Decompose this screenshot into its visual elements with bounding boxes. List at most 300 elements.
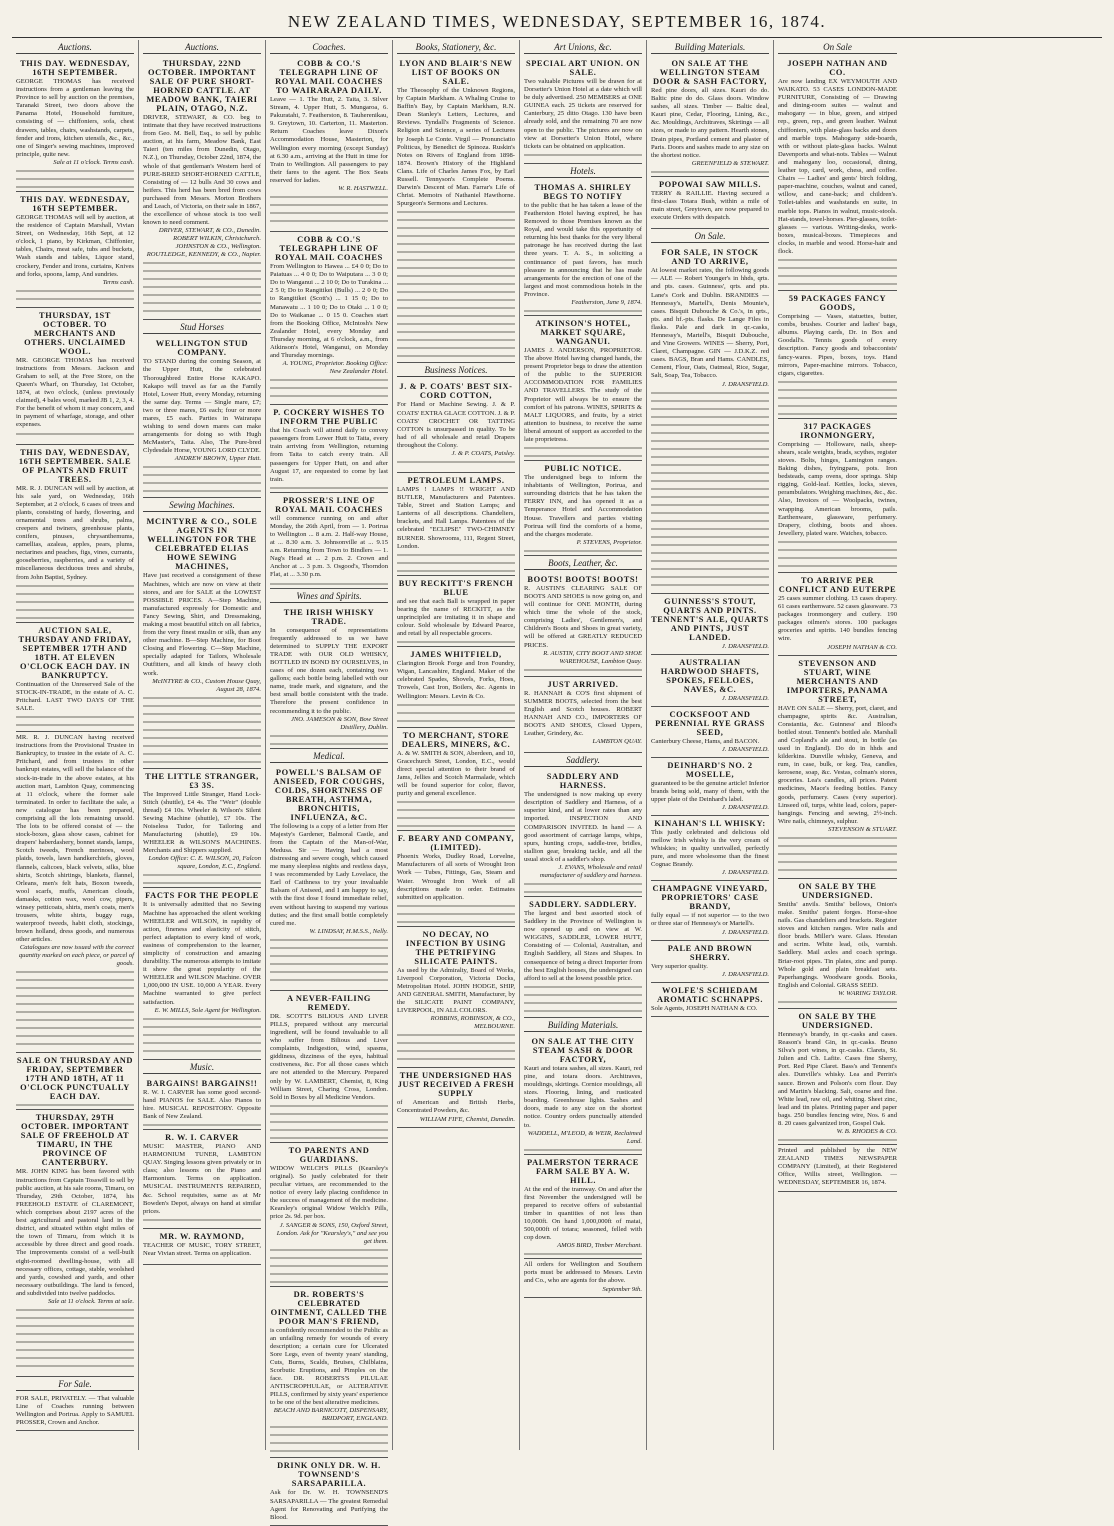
ad-body: Clarington Brook Forge and Iron Foundry, Wigan, Lancashire, England. Maker of the celebrated Spades, Shovels, Forks, Hoes, Trowels, Cast Iron, Boilers, &c. Agents in Wellington: Messrs. Levin & Co. <box>397 660 515 700</box>
advertisement <box>524 1259 642 1297</box>
ad-body: The Theosophy of the Unknown Regions, by Captain Markham. A Whaling Cruise to Baffin's Bay, by Captain Markham, R.N. Dean Stanley's Letters, Lectures, and Reviews. Tyndall's Fragments of Science. Religion and Science, a series of Lectures by Joseph Le Conte. Virgil — Pronunciatio Politicus, by Benedict de Spinoza. Ruskin's Notes on Rivers of England from 1898-1874. Brown's History of the Highland Clans. Life of Charles James Fox, by Earl Russell. Tennyson's Complete Poems. Darwin's Descent of Man. Farrar's Life of Christ. Memoirs of Nathaniel Hawthorne. Spurgeon's Sermons and Lectures. <box>397 87 515 208</box>
advertisement <box>270 1458 388 1525</box>
text-filler-lines <box>778 379 897 415</box>
ad-body: guaranteed to be the genuine article! Inferior brands being sold, many of them, with the upper plate of the Deinhard's label. <box>651 779 769 803</box>
advertisement <box>143 1076 261 1130</box>
advertisement <box>524 1155 642 1260</box>
advertisement <box>143 56 261 320</box>
ad-signature: R. AUSTIN, CITY BOOT AND SHOE WAREHOUSE, Lambton Quay. <box>543 649 642 665</box>
advertisement <box>397 1068 515 1127</box>
text-filler-lines <box>651 169 769 173</box>
text-filler-lines <box>270 194 388 228</box>
ad-signature: Terms cash. <box>102 278 134 286</box>
ad-signature: W. R. HASTWELL. <box>338 185 388 193</box>
ad-title: JAMES WHITFIELD, <box>410 650 502 660</box>
advertisement <box>524 180 642 316</box>
ad-signature: Sale at 11 o'clock. Terms cash. <box>53 158 134 166</box>
ad-body: MR. JOHN KING has been favored with instructions from Captain Tosswill to sell by public auction, at his sale rooms, Timaru, on Thursday, 29th October, 1874, his FREEHOLD ESTATE of CLAREMONT, which comprises about 2197 acres of the best agricultural and pastoral land in the district, and situated within eight miles of the town of Timaru, from which it is accessible by three direct and good roads. The improvements consist of a well-built eight-roomed dwelling-house, with all necessary offices, cottage, stable, woolshed and yards, cowshed and yards, and other necessary outbuildings. The land is fenced, and subdivided into twelve paddocks. <box>16 1168 134 1297</box>
text-filler-lines <box>524 984 642 1014</box>
text-filler-lines <box>524 548 642 552</box>
advertisement <box>778 879 897 1009</box>
ad-title: PROSSER'S LINE OF ROYAL MAIL COACHES <box>275 495 383 514</box>
advertisement <box>651 245 769 593</box>
ad-body: of American and British Herbs, Concentrated Powders, &c. <box>397 1099 515 1115</box>
ad-body: and see that each Ball is wrapped in paper bearing the name of RECKITT, as the unprincipled are imitating it in shape and colour. Sold wholesale by Edward Pearce, and retail by all respectable grocers. <box>397 597 515 638</box>
advertisement <box>397 647 515 727</box>
advertisement <box>270 493 388 589</box>
ad-title: TO PARENTS AND GUARDIANS. <box>288 1145 370 1164</box>
advertisement <box>778 1009 897 1145</box>
ad-title: GUINNESS'S STOUT, QUARTS AND PINTS. TENNENT'S ALE, QUARTS AND PINTS, JUST LANDED. <box>651 596 769 642</box>
ad-title: PUBLIC NOTICE. <box>544 464 622 474</box>
ad-title: POWELL'S BALSAM OF ANISEED, FOR COUGHS, COLDS, SHORTNESS OF BREATH, ASTHMA, BRONCHITIS, INFLUENZA, &C. <box>273 767 385 822</box>
ad-title: JOSEPH NATHAN AND CO. <box>787 59 888 77</box>
ad-body: It is universally admitted that no Sewing Machine has approached the silent working WHEELER and WILSON, in rapidity of action, fineness and elasticity of stitch, perfect adaptation to every kind of work, easiness of comprehension to the learner, simplicity of construction and amazing durability. The numerous attempts to imitate it show the great popularity of the WHEELER and WILSON Machine. OVER 1,000,000 IN USE. 10,000 A YEAR. Every Machine warranted to give perfect satisfaction. <box>143 901 261 1006</box>
ad-body: R. HANNAH & CO'S first shipment of SUMMER BOOTS, selected from the best English and Scotch houses. ROBERT HANNAH AND CO., IMPORTERS OF BOOTS AND SHOES, Closed Uppers, Leather, Grindery, &c. <box>524 689 642 738</box>
advertisement <box>651 816 769 881</box>
text-filler-lines <box>778 999 897 1005</box>
ad-title: THURSDAY, 22ND OCTOBER. IMPORTANT SALE OF PURE SHORT-HORNED CATTLE. AT MEADOW BANK, TAIERI PLAIN, OTAGO, N.Z. <box>146 59 258 113</box>
section-heading: For Sale. <box>16 1377 134 1391</box>
advertisement <box>651 655 769 707</box>
advertisement <box>397 576 515 647</box>
text-filler-lines <box>778 539 897 569</box>
ad-body: FOR SALE, PRIVATELY. — That valuable Line of Coaches running between Wellington and Porirua. Apply to SAMUEL PROSSER, Crown and Anchor. <box>16 1394 134 1427</box>
advertisement <box>524 461 642 556</box>
ad-signature: McINTYRE & CO., Custom House Quay, August 28, 1874. <box>152 677 261 693</box>
ad-title: KINAHAN'S LL WHISKY: <box>654 818 766 828</box>
newspaper-column <box>647 40 774 1450</box>
ad-body: Sole Agents, JOSEPH NATHAN & CO. <box>651 1004 758 1012</box>
advertisement <box>524 316 642 461</box>
ad-signature: J. EVANS, Wholesale and retail manufacturer of saddlery and harness. <box>539 864 642 879</box>
ad-title: 317 PACKAGES IRONMONGERY, <box>800 421 875 440</box>
ad-body: will commence running on and after Monday, the 26th April, from — 1. Porirua to Wellington ... 8 a.m. 2. Half-way House, at ... 8.30 a.m. 3. Johnsonville at ... 9.15 a.m. Returning from Town to Bindlers — 1. Nag's Head at ... 2 p.m. 2. Crown and Anchor at ... 3 p.m. 3. Osgood's, Thorndon Flat, at ... 3.30 p.m. <box>270 514 388 579</box>
advertisement <box>778 56 897 291</box>
text-filler-lines <box>397 799 515 827</box>
ad-signature: W. LINDSAY, H.M.S.S., Nelly. <box>309 927 388 935</box>
ad-title: P. COCKERY WISHES TO INFORM THE PUBLIC <box>273 408 385 427</box>
ad-signature: J. DRANSFIELD. <box>721 869 769 877</box>
ad-title: THE IRISH WHISKY TRADE. <box>283 607 375 626</box>
text-filler-lines <box>16 714 134 728</box>
text-filler-lines <box>397 702 515 724</box>
ad-body: WIDOW WELCH'S PILLS (Kearsley's original). So justly celebrated for their peculiar virtues, are recommended to the notice of every lady placing confidence in the success of management of the medicine. Kearsley's original Widow Welch's Pills, price 2s. 9d. per box. <box>270 1164 388 1221</box>
text-filler-lines <box>16 969 134 1049</box>
ad-title: SADDLERY. SADDLERY. <box>529 900 637 909</box>
ad-title: STEVENSON AND STUART, WINE MERCHANTS AND IMPORTERS, PANAMA STREET, <box>786 658 889 704</box>
text-filler-lines <box>270 1103 388 1139</box>
ad-title: COCKSFOOT AND PERENNIAL RYE GRASS SEED, <box>655 709 765 737</box>
ad-body: fully equal — if not superior — to the two or three star of Hennessy's or Martell's. <box>651 912 769 928</box>
ad-body: Hennessy's brandy, in qr.-casks and cases. Reason's brand Gin, in qr.-casks. Bruno Silva's port wines, in qr.-casks. Clarets, St. Julien and Ch. Lafite. Cases fine Sherry, Port. Red Pipe Claret. Bass's and Tennent's ales. Dunville's whisky. Lea and Perrin's sauce. Brown and Polson's corn flour. Day and Martin's blacking. Salt, coarse and fine. White lead, raw oil, and whiting. Sheet zinc, lead and tin plates. Printing paper and paper bags. 250 bundles fencing wire, Nos. 6 and 8. 20 cases galvanized iron, Gospel Oak. <box>778 1030 897 1127</box>
section-heading: Saddlery. <box>524 753 642 767</box>
ad-body: Phoenix Works, Dudley Road, Lorvelne, Manufacturers of all sorts of Wrought Iron Work — Tubes, Fittings, Gas, Steam and Water. Wrought Iron Work of all descriptions made to order. Estimates submitted on application. <box>397 853 515 901</box>
text-filler-lines <box>270 581 388 585</box>
ad-body: Have just received a consignment of these Machines, which are now on view at their stores, and are for SALE at the LOWEST POSSIBLE PRICES. A—Step Machine, manufactured expressly for Domestic and Fancy Sewing, Shirt, and Dressmaking, making a most beautiful stitch on all fabrics, from the very finest muslin or silk, than any other machine. B—Step Machine, for Boot Closing and Flowering. C—Step Machine, specially adapted for Tailors, Wholesale Outfitters, and all kinds of heavy cloth work. <box>143 572 261 677</box>
text-filler-lines <box>524 667 642 673</box>
advertisement <box>270 405 388 493</box>
ad-signature: W. B. RHODES & CO. <box>836 1128 897 1136</box>
ad-body: This justly celebrated and delicious old mellow Irish whisky is the very cream of Whiskies; in quality unrivalled, perfectly pure, and more wholesome than the finest Cognac Brandy. <box>651 828 769 869</box>
ad-body: Kauri and totara sashes, all sizes. Kauri, red pine, and totara doors. Architraves, mouldings, skirtings. Cornice mouldings, all sizes. Flooring, lining, and rusticated boarding. Greenhouse lights. Sashes and doors, made to any size on the shortest notice. Country orders punctually attended to. <box>524 1064 642 1129</box>
text-filler-lines <box>778 835 897 875</box>
text-filler-lines <box>524 1251 642 1255</box>
advertisement <box>397 56 515 363</box>
ad-body: At lowest market rates, the following goods — ALE — Robert Younger's in hhds, qrts. and pts. cases. Guinness', qrts. and pts. Lane's Cork and Dublin. BRANDIES — Hennessy's, Martell's, Denis Mounie's, cases. Bisquit Dubouche & Co.'s, in qrts., pts. and hf.-pts. flasks. De Lange Files in flasks. Pale and dark in qr.-casks, Hennessy's, Martell's, Bisquit Dubouche, and Vine Growers. WINES — Sherry, Port, Claret, Champagne. GIN — J.D.K.Z. red cases. BAGS, Bran and Hams. CANDLES, Cement, Flour, Oats, Oatmeal, Rice, Sugar, Salt, Soap, Tea, Tobacco. <box>651 267 769 380</box>
text-filler-lines <box>397 639 515 643</box>
ad-signature: DRIVER, STEWART, & CO., Dunedin. ROBERT WILKIN, Christchurch. JOHNSTON & CO., Wellington. ROUTLEDGE, KENNEDY, & CO., Napier. <box>146 227 261 259</box>
ad-signature: J. DRANSFIELD. <box>721 380 769 388</box>
ad-title: BUY RECKITT'S FRENCH BLUE <box>398 578 514 597</box>
advertisement <box>397 473 515 576</box>
text-filler-lines <box>270 1247 388 1283</box>
ad-body: Two valuable Pictures will be drawn for at Dorsetter's Union Hotel at a date which will be duly advertised. 250 MEMBERS at ONE GUINEA each. 25 tickets are reserved for Canterbury, 25 ditto Otago. 130 have been already sold, and the remaining 70 are now open to the public. The pictures are now on view at Dorsetter's Union Hotel, where tickets can be obtained on application. <box>524 78 642 150</box>
ad-title: DRINK ONLY DR. W. H. TOWNSEND'S SARSAPARILLA. <box>277 1461 381 1489</box>
advertisement <box>778 291 897 419</box>
text-filler-lines <box>16 288 134 304</box>
ad-title: POPOWAI SAW MILLS. <box>658 179 762 189</box>
ad-signature: WILLIAM FIFE, Chemist, Dunedin. <box>419 1115 515 1123</box>
ad-body: Smiths' anvils. Smiths' bellows, Onion's make. Smiths' patent forges. Horse-shoe nails. Gas chandeliers and brackets. Register stoves and kitchen ranges. Wire nails and floor brads. Miller's ware. Glass. Hessian and scrim. White lead, oils, varnish. Saddlery. Mail axles and coach springs. Briar-root pipes. Tin plates, zinc and pump. Whole gold and plain breakfast sets. Paperhangings. Woodware goods. Books, English and Colonial. GRASS SEED. <box>778 900 897 989</box>
ad-title: THIS DAY. WEDNESDAY, 16TH SEPTEMBER. <box>20 194 130 213</box>
ad-signature: J. SANGER & SONS, 150, Oxford Street, London. Ask for "Kearsley's," and see you get them. <box>276 1221 388 1245</box>
advertisement <box>16 1393 134 1431</box>
advertisement <box>651 941 769 983</box>
ad-body: MR. R. J. DUNCAN having received instructions from the Provisional Trustee in Bankruptcy, to trustee in the estate of A. C. Pritchard, and from trustees in other bankrupt estates, will sell the balance of the stock-in-trade in the above estates, at his auction mart, Lambton Quay, commencing at 11 o'clock, where the former sale terminated. In order to facilitate the sale, a new catalogue has been prepared, comprising all the lots remaining unsold. The lots to be offered consist of — the stock-boxes, glass show cases, cabinet for drapers' haberdashery, bonnet stands, lamps, Scotch tweeds, French merinoes, wool plaids, towels, lawn handkerchiefs, gloves, flannels, calicoes, black velvets, silks, blue shirts, Scotch shirtings, blankets, flannel, Orleans, men's felt hats, Boxon tweeds, wool scarfs, muffs, American clouds, damasks, cotton wax, wool cow, pipers, winsey petticoats, shirts, men's coats, men's trousers, white shirts, buggy rugs, waterproof tweeds, habit cloth, stockings, brown holland, dress goods, and numerous other articles. <box>16 734 134 944</box>
text-filler-lines <box>524 445 642 457</box>
newspaper-column <box>266 40 393 1521</box>
advertisement <box>397 927 515 1069</box>
printer-imprint <box>778 1145 897 1191</box>
ad-signature: LAMBTON QUAY. <box>592 738 642 746</box>
text-filler-lines <box>524 152 642 160</box>
text-filler-lines <box>397 209 515 359</box>
ad-title: THE UNDERSIGNED HAS JUST RECEIVED A FRESH SUPPLY <box>397 1071 515 1099</box>
text-filler-lines <box>778 257 897 287</box>
ad-title: CHAMPAGNE VINEYARD, PROPRIETORS' CASE BRANDY, <box>652 884 768 912</box>
text-filler-lines <box>397 903 515 923</box>
ad-title: FACTS FOR THE PEOPLE <box>145 891 259 901</box>
advertisement <box>16 308 134 445</box>
ad-body: From Wellington to Hawea ... £4 0 0; Do to Paiatuas ... 4 0 0; Do to Waiputara ... 3 0 0; Do to Wanganui ... 2 10 0; Do to Turakina ... 2 5 0; Do to Rangitikei (Bulls) ... 2 0 0; Do to Rangitikei (Scott's) ... 1 15 0; Do to Manawatu ... 1 10 0; Do to Otaki ... 1 0 0; Do to Waikanae ... 0 15 0. Coaches start from the Booking Office, McIntosh's New Zealander Hotel, every Monday and Thursday morning, at 6 o'clock, a.m., from Atkinson's Hotel, Wanganui, on Monday and Thursday mornings. <box>270 263 388 360</box>
ad-body: TEACHER OF MUSIC, TORY STREET, Near Vivian street. Terms on application. <box>143 1241 261 1257</box>
section-heading: Medical. <box>270 749 388 763</box>
newspaper-column <box>520 40 647 1450</box>
advertisement <box>397 728 515 832</box>
advertisement <box>270 605 388 749</box>
ad-signature: Featherston, June 9, 1874. <box>571 298 642 306</box>
ad-body: Ask for Dr. W. H. TOWNSEND'S SARSAPARILLA — The greatest Remedial Agent for Renovating and Purifying the Blood. <box>270 1489 388 1521</box>
ad-signature: A. YOUNG, Proprietor. Booking Office: New Zealander Hotel. <box>282 360 388 376</box>
section-heading: On Sale. <box>651 229 769 243</box>
ad-body: R. W. I. CARVER has some good second-hand PIANOS for SALE. Also Pianos to hire. MUSICAL REPOSITORY. Opposite Bank of New Zealand. <box>143 1088 261 1120</box>
advertisement <box>270 765 388 991</box>
ad-title: THURSDAY, 29TH OCTOBER. IMPORTANT SALE OF FREEHOLD AT TIMARU, IN THE PROVINCE OF CANTERBURY. <box>20 1113 130 1168</box>
ad-body: The largest and best assorted stock of Saddlery in the Province of Wellington is now opened up and on view at W. WIGGINS, SADDLER, LOWER HUTT, Consisting of — Colonial, Australian, and English Saddlery, all Sizes and Shapes. In consequence of being a direct Importer from the best English houses, the undersigned can afford to sell at the lowest possible price. <box>524 910 642 982</box>
ad-body: GEORGE THOMAS has received instructions from a gentleman leaving the Province to sell by auction on the premises, Taranaki Street, two doors above the Panama Hotel, Household furniture, consisting of — chiffoniers, sofa, chest drawers, tables, chairs, washstands, carpets, fender and irons, kitchen utensils, &c., &c., one of Singer's sewing machines, improved principle, quite new. <box>16 78 134 158</box>
ad-body: A. & W. SMITH & SON, Aberdeen, and 10, Gracechurch Street, London, E.C., would direct special attention to their brand of Jams, Jellies and Scotch Marmalade, which will be found superior for color, flavor, purity and general excellence. <box>397 749 515 798</box>
ad-title: TO MERCHANT, STORE DEALERS, MINERS, &C. <box>401 730 511 749</box>
ad-body: Red pine doors, all sizes. Kauri do do. Baltic pine do do. Glass doors. Window sashes, all sizes. Timber — Baltic deal, Kauri pine, Cedar, Flooring, Lining, &c., &c. Mouldings, Architraves, Skirtings — all sizes, or made to any pattern. Hearth stones, Drain pipes, Portland cement and plaster of Paris. Doors and sashes made to any size on the shortest notice. <box>651 87 769 159</box>
text-filler-lines <box>143 464 261 494</box>
ad-title: THIS DAY. WEDNESDAY, 16TH SEPTEMBER. <box>20 59 130 77</box>
text-filler-lines <box>16 431 134 441</box>
advertisement <box>651 983 769 1017</box>
advertisement <box>143 1130 261 1229</box>
text-filler-lines <box>143 872 261 884</box>
text-filler-lines <box>651 223 769 225</box>
column-heading: Building Materials. <box>651 40 769 54</box>
advertisement <box>16 623 134 732</box>
ad-signature: London Office: C. E. WILSON, 20, Falcon square, London, E.C., England. <box>148 855 261 871</box>
ad-body: MR. GEORGE THOMAS has received instructions from Messrs. Jackson and Graham to sell, at the Free Store, on the Queen's Wharf, on Thursday, 1st October, 1874, at two o'clock, (unless previously claimed), 4 bales wool, marked JB 1, 2, 3, 4. For the benefit of whom it may concern, and in payment of wharfage, storage, and other expenses. <box>16 356 134 429</box>
ad-signature: J. DRANSFIELD. <box>721 970 769 978</box>
ad-title: MCINTYRE & CO., SOLE AGENTS IN WELLINGTON FOR THE CELEBRATED ELIAS HOWE SEWING MACHINES, <box>146 517 258 572</box>
ad-signature: J. DRANSFIELD. <box>721 803 769 811</box>
ad-title: THIS DAY, WEDNESDAY, 16TH SEPTEMBER. SALE OF PLANTS AND FRUIT TREES. <box>18 447 132 484</box>
advertisement <box>143 514 261 768</box>
text-filler-lines <box>143 695 261 765</box>
text-filler-lines <box>143 1259 261 1261</box>
ad-title: THE LITTLE STRANGER, £3 3S. <box>145 771 259 790</box>
ad-signature: J. DRANSFIELD. <box>721 928 769 936</box>
section-heading: Sewing Machines. <box>143 498 261 512</box>
advertisement <box>16 56 134 192</box>
section-heading: Wines and Spirits. <box>270 589 388 603</box>
ad-title: A NEVER-FAILING REMEDY. <box>287 993 371 1012</box>
section-heading: Stud Horses <box>143 320 261 334</box>
ad-body: LAMPS ! LAMPS !! WRIGHT AND BUTLER, Manufacturers and Patentees. Table, Street and Station Lamps; and Lanterns of all descriptions. Chandeliers, brackets, and Hall Lamps. Patentees of the celebrated "ECLIPSE" TWO-CHIMNEY BURNER. Showrooms, 111, Regent Street, London. <box>397 485 515 550</box>
ad-signature: STEVENSON & STUART. <box>828 825 897 833</box>
ad-signature: Catalogues are now issued with the correct quantity marked on each piece, or parcel of goods. <box>18 944 134 968</box>
ad-title: PALE AND BROWN SHERRY. <box>667 943 753 962</box>
ad-title: J. & P. COATS' BEST SIX-CORD COTTON, <box>399 382 513 401</box>
ad-title: COBB & CO.'S TELEGRAPH LINE OF ROYAL MAIL COACHES TO WAIRARAPA DAILY. <box>275 59 383 95</box>
ad-title: SPECIAL ART UNION. ON SALE. <box>525 59 641 77</box>
advertisement <box>778 656 897 879</box>
text-filler-lines <box>270 937 388 987</box>
advertisement <box>651 881 769 940</box>
advertisement <box>16 1110 134 1377</box>
newspaper-column <box>774 40 901 1450</box>
ad-body: to the public that he has taken a lease of the Featherston Hotel having expired, he has Removed to those Premises known as the Royal, and would take this opportunity of returning his best thanks for the very liberal patronage he has received during the last three years. T. A. S., in soliciting a continuance of past favors, has much pleasure in announcing that he has made arrangements for the erection of one of the largest and most commodious hotels in the Province. <box>524 201 642 298</box>
ad-signature: P. STEVENS, Proprietor. <box>576 538 642 546</box>
text-filler-lines <box>143 1122 261 1126</box>
ad-signature: J. DRANSFIELD. <box>721 694 769 702</box>
ad-title: NO DECAY, NO INFECTION BY USING THE PETRIFYING SILICATE PAINTS. <box>405 929 507 966</box>
ad-body: The undersigned begs to inform the inhabitants of Wellington, Porirua, and surrounding districts that he has taken the FERRY INN, and has opened it as a Temperance Hotel and Accommodation House. Travellers and parties visiting Porirua will find the comforts of a home, and the charges moderate. <box>524 474 642 538</box>
ad-signature: September 9th. <box>602 1285 642 1293</box>
text-filler-lines <box>524 881 642 893</box>
ad-signature: Sale at 11 o'clock. Terms at sale. <box>47 1297 134 1305</box>
imprint-text: Printed and published by the NEW ZEALAND TIMES NEWSPAPER COMPANY (Limited), at their Registered Office, Willis street, Wellington. — WEDNESDAY, SEPTEMBER 16, 1874. <box>778 1147 897 1187</box>
advertisement <box>270 1287 388 1459</box>
advertisement <box>143 888 261 1059</box>
ad-body: 25 cases summer clothing. 13 cases drapery. 61 cases earthenware. 52 cases glassware. 73 packages ironmongery and cutlery. 190 packages oilmen's stores. 100 packages groceries and spirits. 140 bundles fencing wire. <box>778 594 898 643</box>
advertisement <box>270 232 388 405</box>
column-area <box>12 40 1102 1521</box>
advertisement <box>397 379 515 473</box>
section-heading: Boots, Leather, &c. <box>524 556 642 570</box>
ad-signature: JOSEPH NATHAN & CO. <box>827 643 897 651</box>
ad-body: The undersigned is now making up every description of Saddlery and Harness, of a superior kind, and at lower rates than any imported. INSPECTION AND COMPARISON INVITED. In hand — A good assortment of carriage lamps, whips, spurs, hunting crops, saddle-tree, bridles, stallion gear, breaking tackle, and all the usual stock of a saddler's shop. <box>524 791 642 863</box>
ad-title: PALMERSTON TERRACE FARM SALE BY A. W. HILL. <box>526 1157 639 1185</box>
ad-body: Comprising — Holloware, nails, sheep-shears, scale weights, brads, scythes, register stoves. Bolts, hinges, Lamington ranges. Baking dishes, fryingpans, pots. Iron bedsteads, camp ovens, door springs. Ship rigging, Gold-leaf. Kettles, locks, sieves, perambulators. Weighing machines, &c., &c. Also, Invoices of — Woolpacks, twines, wrapping. American brooms, pails. Earthenware, glassware, perfumery. Drapery, clothing, boots and shoes. Jewellery, plated ware. Watches, tobacco. <box>778 440 897 537</box>
advertisement <box>651 594 769 655</box>
ad-signature: J. & P. COATS, Paisley. <box>451 449 515 457</box>
advertisement <box>143 336 261 498</box>
section-heading: Hotels. <box>524 164 642 178</box>
column-heading: Books, Stationery, &c. <box>397 40 515 54</box>
text-filler-lines <box>397 1032 515 1064</box>
ad-body: is confidently recommended to the Public as an unfailing remedy for wounds of every description; a certain cure for Ulcerated Sore Legs, even of twenty years' standing, Cuts, Burns, Scalds, Bruises, Chilblains, Scorbutic Eruptions, and Pimples on the face. DR. ROBERTS'S PILULAE ANTISCROPHULAE, or ALTERATIVE PILLS, confirmed by sixty years' experience to be one of the best alterative medicines. <box>270 1326 388 1407</box>
ad-body: that his Coach will attend daily to convey passengers from Lower Hutt to Taita, every train arriving from Wellington, returning from Taita to catch every train. All passengers for Upper Hutt, on and after August 17, are requested to come by last train. <box>270 427 388 483</box>
advertisement <box>270 56 388 232</box>
ad-body: For Hand or Machine Sewing. J. & P. COATS' EXTRA GLACE COTTON. J. & P. COATS' CROCHET OR TATTING COTTON is unsurpassed in quality. To be had of all wholesale and retail Drapers throughout the Colony. <box>397 401 515 449</box>
ad-signature: WADDELL, M'LEOD, & WEIR, Reclaimed Land. <box>527 1129 642 1145</box>
advertisement <box>524 897 642 1018</box>
ad-body: GEORGE THOMAS will sell by auction, at the residence of Captain Marshall, Vivian Street, on Wednesday, 16th Sept, at 12 o'clock, 1 piano, by Kirkman, Chiffonier, tables, Chairs, meat safe, tubs and buckets, Wash stands and tables, Liquor stand, crockery, Fender and irons, curtains, Knives and forks, spoons, lamp, And sundries. <box>16 213 134 278</box>
ad-body: The Improved Little Stranger, Hand Lock-Stitch (shuttle), £4 4s. The "Weir" (double thread) £4 10s. Wheeler & Wilson's Silent Sewing Machine (shuttle), £7 10s. The Noiseless Tudor, for Tailoring and Manufacturing (shuttle), £9 10s. WHEELER & WILSON'S MACHINES. Merchants and Shippers supplied. <box>143 790 261 855</box>
text-filler-lines <box>524 308 642 312</box>
ad-body: All orders for Wellington and Southern ports must be addressed to Messrs. Levin and Co., who are agents for the above. <box>524 1261 642 1285</box>
ad-body: HAVE ON SALE — Sherry, port, claret, and champagne, spirits &c. Australian, Constantia, &c. Guinness' and Blood's bottled stout. Tennent's bottled ale. Marshall and Copland's ale and stout, in bottle (as used in England). Do do in hhds and kilderkins. Dunville whisky, Geneva, and rum, in case, bulk, or keg. Tea, candles, kerosene, soap, &c. Vestas, colman's stores, groceries. Lea's candles, all prices. Patent medicines, Mace's feeding bottles. Fancy goods, perfumery. Cases (very superior). Linseed oil, turps, white lead, colors, paper-hangings. Fencing and sewing, 2½-inch. Wire nails, chimneys, sulphur. <box>778 704 897 825</box>
advertisement <box>524 677 642 754</box>
text-filler-lines <box>16 168 134 188</box>
text-filler-lines <box>143 1016 261 1056</box>
newspaper-column <box>12 40 139 1450</box>
ad-title: PETROLEUM LAMPS. <box>407 475 505 485</box>
advertisement <box>651 707 769 758</box>
ad-title: DEINHARD'S NO. 2 MOSELLE, <box>667 760 753 779</box>
advertisement <box>524 1034 642 1155</box>
ad-body: JAMES J. ANDERSON, PROPRIETOR. The above Hotel having changed hands, the present Proprietor begs to draw the attention of the public to the SUPERIOR ACCOMMODATION FOR FAMILIES AND TRAVELLERS. The study of the Proprietor will always be to ensure the comfort of his patrons. WINES, SPIRITS & MALT LIQUORS, and fruits, by a strict attention to business, to receive the same liberal amount of support as accorded to the late proprietress. <box>524 346 642 443</box>
section-heading: Building Materials. <box>524 1018 642 1032</box>
ad-title: JUST ARRIVED. <box>547 679 619 689</box>
advertisement <box>651 758 769 816</box>
ad-body: As used by the Admiralty, Board of Works, Liverpool Corporation, Victoria Docks, Metropolitan Hotel. JOHN HODGE, SHIP, AND GENERAL SMITH, Manufacturer, by the SILICATE PAINT COMPANY, LIVERPOOL, IN ALL COLORS. <box>397 966 515 1015</box>
ad-title: BOOTS! BOOTS! BOOTS! <box>527 574 639 584</box>
ad-title: ON SALE BY THE UNDERSIGNED. <box>798 1011 877 1030</box>
advertisement <box>651 177 769 229</box>
newspaper-column <box>139 40 266 1450</box>
ad-title: BARGAINS! BARGAINS!! <box>146 1078 258 1088</box>
ad-body: In consequence of representations frequently addressed to us we have determined to SUPPLY THE EXPORT TRADE with OUR OLD WHISKY, BOTTLED IN BOND BY OURSELVES, in cases of one dozen each, containing two gallons; each bottle being labelled with our name, trade mark, and signature, and the best small bottle consistent with the trade. Therefore the present confidence in recommending it to the public. <box>270 626 388 715</box>
ad-title: LYON AND BLAIR'S NEW LIST OF BOOKS ON SALE. <box>399 59 513 86</box>
column-heading: Auctions. <box>143 40 261 54</box>
advertisement <box>270 991 388 1143</box>
ad-body: Continuation of the Unreserved Sale of the STOCK-IN-TRADE, in the estate of A. C. Pritchard. LAST TWO DAYS OF THE SALE. <box>16 680 134 712</box>
advertisement <box>778 419 897 573</box>
ad-signature: GREENFIELD & STEWART. <box>691 159 769 167</box>
ad-title: R. W. I. CARVER <box>165 1133 239 1142</box>
advertisement <box>778 573 897 656</box>
text-filler-lines <box>270 1424 388 1454</box>
ad-body: Are now landing EX WEYMOUTH AND WAIKATO. 53 CASES LONDON-MADE FURNITURE, Consisting of — Drawing and dining-room suites — walnut and mahogany — in blue, green, and striped rep., green, rep., and green leather. Walnut chiffoniers, with plate-glass backs and doors and marble tops. Mahogany side-boards, with or without plate-glass backs. Walnut Davenports and what-nots. Tables — Walnut and mahogany loo, occasional, dining, leather top, card, work, chess, and coffee. Chairs — Ladies' and gents' birch folding, paper-machine, couches, walnut and caned, willow, and cane-back; and children's. Toilet-tables and washstands en suite, in marble tops. Pianos in walnut, music-stools. Hat-stands, towel-horses. Pier-glasses, toilet-glasses — various. Writing-desks, work-boxes, musical-boxes. Timepieces and clocks, in marble and wood. Horse-hair and flock. <box>778 78 897 255</box>
ad-title: DR. ROBERTS'S CELEBRATED OINTMENT, CALLED THE POOR MAN'S FRIEND, <box>270 1289 388 1326</box>
advertisement <box>524 56 642 164</box>
ad-body: TO STAND during the coming Season, at the Upper Hutt, the celebrated Thoroughbred Entire Horse KAKAPO. Kakapo will travel as far as the Family Hotel, Lower Hutt, every Monday, returning the same day. Terms — Single mare, £7; two or three mares, £6 each; four or more mares, £5 each. Parties in Wairarapa wishing to send down mares can make arrangements for doing so with Hugh McMaster's, Taita. Also, The Pure-bred Clydesdale Horse, YOUNG LORD CLYDE. <box>143 358 261 455</box>
text-filler-lines <box>270 733 388 745</box>
ad-title: F. BEARY AND COMPANY, (LIMITED). <box>397 834 515 853</box>
ad-signature: JNO. JAMESON & SON, Bow Street Distillery, Dublin. <box>290 715 388 731</box>
advertisement <box>16 192 134 308</box>
column-heading: Art Unions, &c. <box>524 40 642 54</box>
ad-title: WELLINGTON STUD COMPANY. <box>155 339 249 358</box>
ad-body: Canterbury Cheese, Hams, and BACON. <box>651 737 760 745</box>
column-heading: Auctions. <box>16 40 134 54</box>
ad-title: AUCTION SALE, THURSDAY AND FRIDAY, SEPTEMBER 17TH AND 18TH. AT ELEVEN O'CLOCK EACH DAY. IN BANKRUPTCY. <box>18 625 132 680</box>
text-filler-lines <box>16 583 134 619</box>
text-filler-lines <box>143 260 261 316</box>
ad-title: TO ARRIVE PER CONFLICT AND EUTERPE <box>778 575 897 594</box>
ad-body: DRIVER, STEWART, & CO. beg to intimate that they have received instructions from Geo. M. Bell, Esq., to sell by public auction, at his farm, Meadow Bank, East Taieri (ten miles from Dunedin, Otago, N.Z.), on Thursday, October 22nd, 1874, the whole of that gentleman's Western herd of PURE-BRED SHORT-HORNED CATTLE, Consisting of — 12 bulls And 30 cows and heifers. This herd has been bred from cows purchased from Messrs. Morton Brothers and Leach, of Victoria, on their sale in 1867, the excellence of whose stock is too well known to need comment. <box>143 114 261 227</box>
ad-title: COBB & CO.'S TELEGRAPH LINE OF ROYAL MAIL COACHES <box>275 235 383 263</box>
advertisement <box>143 1229 261 1265</box>
ad-title: ON SALE BY THE UNDERSIGNED. <box>798 881 877 900</box>
column-heading: On Sale <box>778 40 897 54</box>
ad-signature: J. DRANSFIELD. <box>721 745 769 753</box>
ad-title: 59 PACKAGES FANCY GOODS, <box>788 294 887 313</box>
text-filler-lines <box>143 1217 261 1225</box>
ad-title: SADDLERY AND HARNESS. <box>546 772 620 791</box>
ad-body: Leave — 1. The Hutt, 2. Taita, 3. Silver Stream, 4. Upper Hutt, 5. Mungaroa, 6. Pakuratahi, 7. Featherston, 8. Tauherenikau, 9. Greytown, 10. Carterton, 11. Masterton. Return Coaches leave Dixon's Accommodation House, Masterton, for Wellington every morning (except Sunday) at 6.30 a.m., arriving at the Hutt in time for Train to Wellington. All passengers to pay their fares to the agent. The Box Seats reserved for ladies. <box>270 96 388 184</box>
advertisement <box>143 769 261 889</box>
ad-signature: BEACH AND BARNICOTT, DISPENSARY, BRIDPORT, ENGLAND. <box>273 1407 388 1423</box>
ad-body: R. AUSTIN'S CLEARING SALE OF BOOTS AND SHOES is now going on, and will continue for ONE MONTH, during which time the whole of the stock, comprising Ladies', Gentlemen's, and Children's Boots and Shoes in great variety, will be offered at GREATLY REDUCED PRICES. <box>524 584 642 649</box>
column-heading: Coaches. <box>270 40 388 54</box>
advertisement <box>524 572 642 677</box>
ad-body: TERRY & RAILLIE. Having secured a first-class Totara Bush, within a mile of main street, Greytown, are now prepared to execute Orders with despatch. <box>651 189 769 222</box>
advertisement <box>16 445 134 623</box>
ad-title: WOLFE'S SCHIEDAM AROMATIC SCHNAPPS. <box>656 985 764 1004</box>
ad-signature: ANDREW BROWN, Upper Hutt. <box>174 455 261 463</box>
text-filler-lines <box>651 390 769 590</box>
ad-title: ON SALE AT THE CITY STEAM SASH & DOOR FACTORY, <box>531 1036 635 1064</box>
ad-body: DR. SCOTT'S BILIOUS AND LIVER PILLS, prepared without any mercurial ingredient, will be found invaluable to all who suffer from Bilious and Liver complaints, Indigestion, wind, spasms, giddiness, dizziness of the eyes, habitual costiveness, &c. For all those cases which are not attended to the Mercury. Prepared only by W. LAMBERT, Chemist, 8, King William Street, Charing Cross, London. Sold in Boxes by all Medicine Vendors. <box>270 1012 388 1101</box>
ad-signature: J. DRANSFIELD. <box>721 642 769 650</box>
ad-signature: W. WARING TAYLOR. <box>838 989 897 997</box>
ad-title: AUSTRALIAN HARDWOOD SHAFTS, SPOKES, FELLOES, NAVES, &C. <box>660 657 760 694</box>
advertisement <box>651 56 769 177</box>
text-filler-lines <box>524 1147 642 1151</box>
ad-title: SALE ON THURSDAY AND FRIDAY, SEPTEMBER 17TH AND 18TH, AT 11 O'CLOCK PUNCTUALLY EACH DAY. <box>16 1056 134 1102</box>
ad-body: MUSIC MASTER, PIANO AND HARMONIUM TUNER, LAMBTON QUAY. Singing lessons given privately or in class; also lessons on the Piano and Harmonium. Terms on application. MUSICAL INSTRUMENTS REPAIRED, &c. School requisites, same as at Mr Bowden's Depot, always on hand at similar prices. <box>143 1143 261 1215</box>
ad-body: MR. R. J. DUNCAN will sell by auction, at his sale yard, on Wednesday, 16th September, at 2 o'clock, 6 cases of trees and plants, consisting of hardy, flowering, and ornamental trees and shrubs, palms, creepers and twiners, greenhouse plants, conifers, pinuses, chrysanthemums, camellias, azaleas, apples, pears, plums, nectarines and peaches, figs, vines, currants, gooseberries, raspberries, and a variety of miscellaneous deciduous trees and shrubs, from John Baptist, Sydney. <box>16 484 134 581</box>
text-filler-lines <box>778 1137 897 1141</box>
ad-signature: ROBBINS, ROBINSON, & CO., MELBOURNE. <box>430 1015 515 1031</box>
ad-body: Comprising — Vases, statuettes, butter, combs, brushes. Courier and ladies' bags, albums. Playing cards, Dr. in Box and Goodall's. Tennis goods of every description. Fancy goods and tobacconists' fancy-wares. Pipes, boxes, toys. Hand mirrors, Paper-machine mirrors. Tobacco, cigars, cigarettes. <box>778 313 897 377</box>
text-filler-lines <box>397 552 515 572</box>
ad-title: ON SALE AT THE WELLINGTON STEAM DOOR & SASH FACTORY, <box>653 59 767 86</box>
text-filler-lines <box>397 459 515 469</box>
text-filler-lines <box>16 1102 134 1106</box>
advertisement <box>270 1143 388 1287</box>
section-heading: Business Notices. <box>397 363 515 377</box>
text-filler-lines <box>524 747 642 749</box>
advertisement <box>524 769 642 897</box>
newspaper-column <box>393 40 520 1450</box>
masthead: NEW ZEALAND TIMES, WEDNESDAY, SEPTEMBER 16, 1874. <box>12 6 1102 38</box>
ad-body: At the end of the tramway. On and after the first November the undersigned will be prepared to receive offers of substantial timber in quantities of not less than 10,000ft. On hand 1,000,000ft of matai, 500,000ft of totara; seasoned, felled with cop down. <box>524 1185 642 1242</box>
section-heading: Music. <box>143 1060 261 1074</box>
ad-title: MR. W. RAYMOND, <box>159 1231 245 1241</box>
ad-body: Very superior quality. <box>651 962 708 970</box>
ad-signature: AMOS BIRD, Timber Merchant. <box>557 1242 642 1250</box>
ad-signature: E. W. MILLS, Sole Agent for Wellington. <box>154 1006 261 1014</box>
ad-title: FOR SALE, IN STOCK AND TO ARRIVE, <box>661 248 759 267</box>
